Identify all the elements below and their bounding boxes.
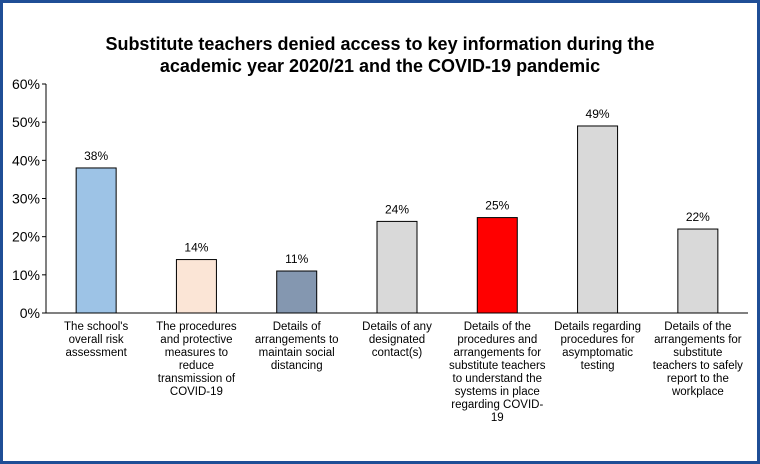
x-category-label xyxy=(64,321,128,359)
y-tick-label: 0% xyxy=(19,305,40,321)
x-category-label-line: measures to xyxy=(164,347,229,359)
bar xyxy=(477,218,517,313)
x-category-label-line: Details regarding xyxy=(554,321,642,333)
x-category-label-line: The procedures xyxy=(156,321,237,333)
x-category-label-line: testing xyxy=(580,360,615,372)
x-category-label-line: maintain social xyxy=(258,347,335,359)
x-category-label-line: and protective xyxy=(160,334,233,346)
x-category-label xyxy=(449,321,546,424)
chart-title xyxy=(105,34,654,76)
x-category-label-line: report to the xyxy=(666,373,729,385)
x-category-label-line: 19 xyxy=(490,412,504,424)
data-label: 14% xyxy=(184,240,209,255)
y-tick-label: 50% xyxy=(11,114,40,131)
x-category-label-line: distancing xyxy=(270,360,323,372)
x-category-label xyxy=(653,321,743,398)
x-category-label-line: The school's xyxy=(64,321,129,333)
x-category-label-line: Details of the xyxy=(664,321,732,333)
data-label: 25% xyxy=(485,198,510,213)
x-category-label-line: to understand the xyxy=(452,373,543,385)
x-category-label xyxy=(554,321,641,372)
x-category-label xyxy=(156,321,237,398)
x-axis-categories xyxy=(64,321,743,424)
chart-title-line: academic year 2020/21 and the COVID-19 pandemic xyxy=(159,56,601,76)
x-category-label-line: COVID-19 xyxy=(169,386,223,398)
y-tick-label: 60% xyxy=(11,76,40,92)
x-category-label-line: overall risk xyxy=(68,334,124,346)
x-category-label-line: procedures for xyxy=(560,334,635,346)
x-category-label-line: arrangements to xyxy=(254,334,339,346)
x-category-label-line: arrangements for xyxy=(654,334,742,346)
data-label: 22% xyxy=(685,210,710,225)
bar xyxy=(377,221,417,313)
x-category-label-line: designated xyxy=(368,334,426,346)
bar xyxy=(176,260,216,313)
x-category-label-line: Details of xyxy=(272,321,321,333)
bar xyxy=(277,271,317,313)
y-tick-label: 30% xyxy=(11,190,40,207)
y-tick-label: 40% xyxy=(11,152,40,169)
bars xyxy=(76,126,718,313)
y-tick-label: 20% xyxy=(11,228,40,245)
x-category-label-line: reduce xyxy=(178,360,215,372)
data-label: 11% xyxy=(285,252,309,267)
x-category-label-line: workplace xyxy=(671,386,724,398)
y-axis xyxy=(12,76,46,321)
chart-title-line: Substitute teachers denied access to key information during the xyxy=(105,34,655,54)
bar xyxy=(76,168,116,313)
bar xyxy=(578,126,618,313)
x-category-label-line: assessment xyxy=(65,347,127,359)
x-category-label xyxy=(362,321,432,359)
x-category-label-line: systems in place xyxy=(454,386,540,398)
data-label: 38% xyxy=(84,148,109,163)
x-category-label-line: contact(s) xyxy=(371,347,423,359)
x-category-label-line: procedures and xyxy=(457,334,538,346)
x-category-label-line: transmission of xyxy=(157,373,236,385)
y-tick-label: 10% xyxy=(11,266,40,283)
x-category-label-line: teachers to safely xyxy=(652,360,743,372)
x-category-label-line: Details of the xyxy=(463,321,531,333)
data-label: 24% xyxy=(384,202,410,217)
x-category-label-line: regarding COVID- xyxy=(451,399,544,411)
x-category-label-line: substitute teachers xyxy=(449,360,546,372)
bar xyxy=(678,229,718,313)
x-category-label-line: Details of any xyxy=(362,321,432,333)
x-category-label-line: asymptomatic xyxy=(562,347,634,359)
x-category-label-line: substitute xyxy=(673,347,723,359)
x-category-label xyxy=(255,321,339,372)
data-label: 49% xyxy=(585,106,610,121)
x-category-label-line: arrangements for xyxy=(453,347,542,359)
